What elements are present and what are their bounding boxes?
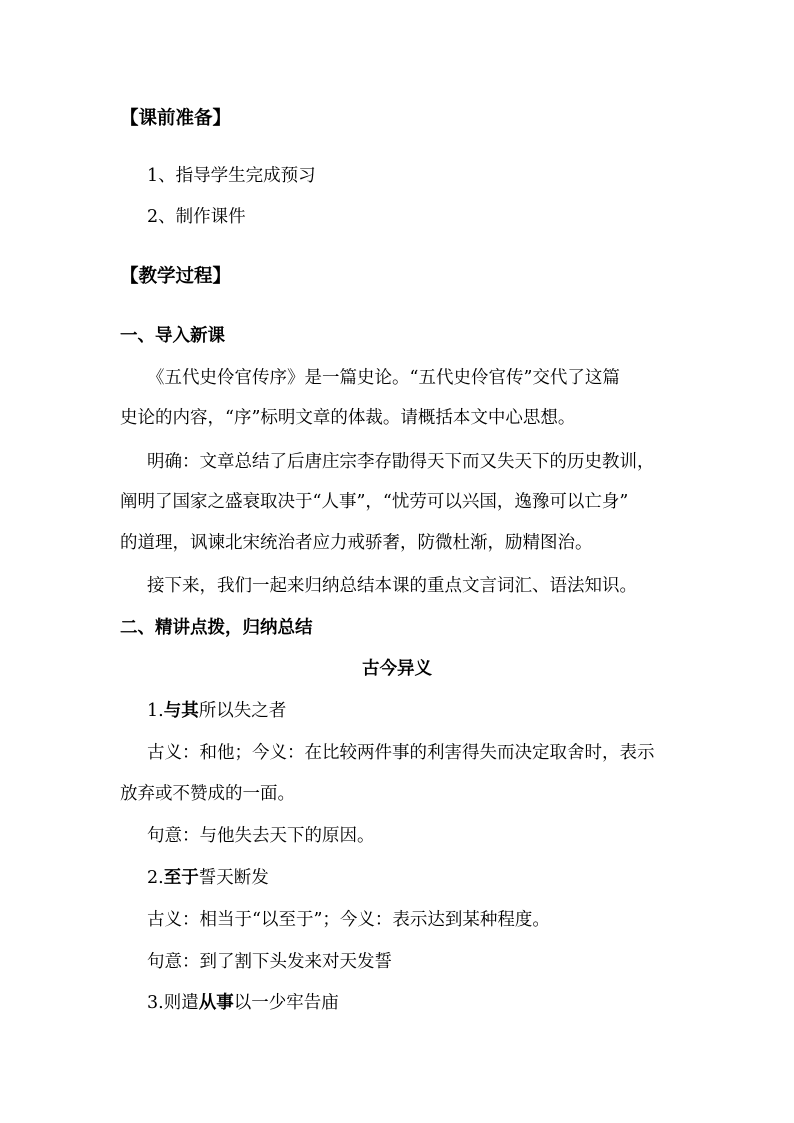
entry-2-sentence: 句意：到了割下头发来对天发誓 [147, 952, 392, 972]
section-heading-process: 【教学过程】 [120, 266, 232, 287]
entry-2-title [147, 870, 269, 888]
section-heading-prep: 【课前准备】 [120, 108, 232, 129]
answer-line-2: 阐明了国家之盛衰取决于“人事”，“忧劳可以兴国，逸豫可以亡身” [120, 492, 629, 512]
entry-2-rest: 誓天断发 [198, 868, 269, 888]
entry-1-num: 1. [147, 701, 164, 721]
entry-3-key: 从事 [198, 993, 234, 1013]
intro-line-2: 史论的内容，“序”标明文章的体裁。请概括本文中心思想。 [120, 408, 576, 428]
entry-3-rest: 以一少牢告庙 [233, 993, 339, 1013]
answer-line-1: 明确：文章总结了后唐庄宗李存勖得天下而又失天下的历史教训， [147, 452, 655, 472]
entry-1-title [147, 703, 286, 721]
answer-line-3: 的道理，讽谏北宋统治者应力戒骄奢，防微杜渐，励精图治。 [120, 533, 593, 553]
entry-1-rest: 所以失之者 [198, 701, 287, 721]
intro-line-1: 《五代史伶官传序》是一篇史论。“五代史伶官传”交代了这篇 [147, 368, 620, 388]
subheading-ancient-modern: 古今异义 [362, 659, 432, 679]
entry-1-key: 与其 [163, 701, 199, 721]
entry-1-meaning-line-2: 放弃或不赞成的一面。 [120, 784, 295, 804]
entry-1-meaning-line-1: 古义：和他；今义：在比较两件事的利害得失而决定取舍时，表示 [147, 743, 655, 763]
prep-item-1: 1、指导学生完成预习 [147, 166, 316, 186]
entry-3-num: 3.则遣 [147, 993, 199, 1013]
prep-item-2: 2、制作课件 [147, 207, 246, 227]
part1-title: 一、导入新课 [120, 326, 225, 346]
entry-2-num: 2. [147, 868, 164, 888]
part2-title: 二、精讲点拨，归纳总结 [120, 618, 313, 638]
entry-1-sentence: 句意：与他失去天下的原因。 [147, 826, 375, 846]
entry-2-key: 至于 [163, 868, 199, 888]
entry-3-title [147, 995, 339, 1013]
next-line: 接下来，我们一起来归纳总结本课的重点文言词汇、语法知识。 [147, 576, 637, 596]
entry-2-meaning-line-1: 古义：相当于“以至于”；今义：表示达到某种程度。 [147, 910, 550, 930]
